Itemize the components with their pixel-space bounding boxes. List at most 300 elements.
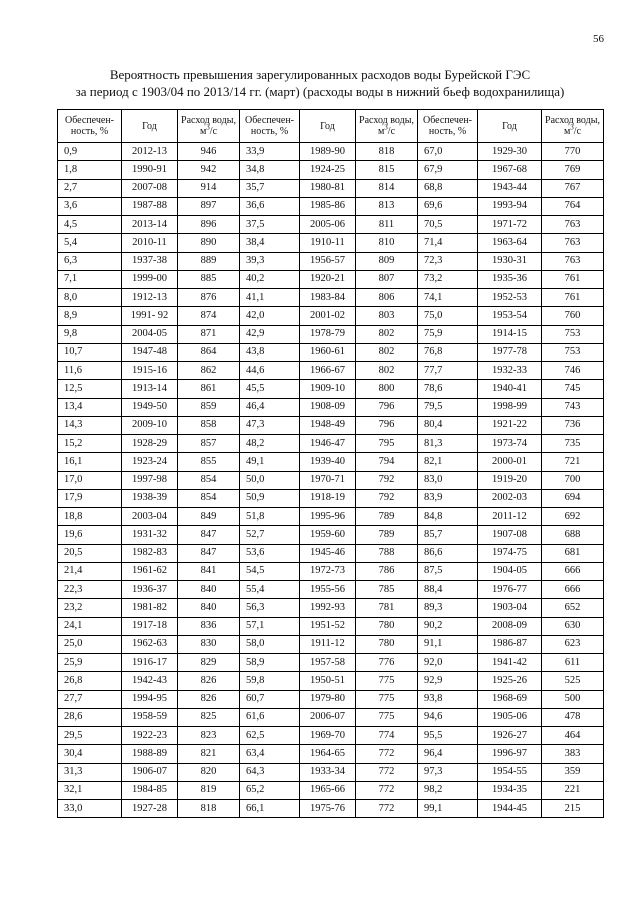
cell-probability: 91,1: [418, 635, 478, 653]
cell-year: 1933-34: [300, 763, 356, 781]
cell-year: 1972-73: [300, 562, 356, 580]
table-row: [58, 654, 604, 672]
cell-flow: 772: [356, 781, 418, 799]
cell-probability: 73,2: [418, 270, 478, 288]
cell-year: 1964-65: [300, 745, 356, 763]
cell-year: 1931-32: [122, 526, 178, 544]
header-probability: Обеспечен-ность, %: [240, 110, 300, 143]
document-title: [0, 66, 640, 100]
table-row: [58, 216, 604, 234]
cell-probability: 33,9: [240, 143, 300, 161]
cell-probability: 42,9: [240, 325, 300, 343]
table-row: [58, 544, 604, 562]
cell-probability: 3,6: [58, 197, 122, 215]
cell-probability: 85,7: [418, 526, 478, 544]
cell-flow: 221: [542, 781, 604, 799]
cell-year: 2000-01: [478, 453, 542, 471]
cell-year: 1979-80: [300, 690, 356, 708]
cell-year: 1957-58: [300, 654, 356, 672]
cell-probability: 67,9: [418, 161, 478, 179]
cell-flow: 770: [542, 143, 604, 161]
cell-probability: 2,7: [58, 179, 122, 197]
cell-flow: 841: [178, 562, 240, 580]
cell-probability: 31,3: [58, 763, 122, 781]
cell-probability: 58,0: [240, 635, 300, 653]
cell-year: 1910-11: [300, 234, 356, 252]
cell-flow: 942: [178, 161, 240, 179]
cell-year: 1935-36: [478, 270, 542, 288]
cell-year: 1969-70: [300, 727, 356, 745]
cell-year: 1913-14: [122, 380, 178, 398]
cell-flow: 876: [178, 289, 240, 307]
cell-flow: 818: [178, 800, 240, 818]
table-row: [58, 179, 604, 197]
cell-year: 1914-15: [478, 325, 542, 343]
cell-flow: 772: [356, 745, 418, 763]
cell-flow: 789: [356, 508, 418, 526]
cell-flow: 854: [178, 489, 240, 507]
cell-year: 2013-14: [122, 216, 178, 234]
cell-probability: 9,8: [58, 325, 122, 343]
cell-probability: 55,4: [240, 581, 300, 599]
cell-flow: 763: [542, 234, 604, 252]
cell-flow: 774: [356, 727, 418, 745]
cell-year: 1989-90: [300, 143, 356, 161]
cell-probability: 76,8: [418, 343, 478, 361]
cell-probability: 28,6: [58, 708, 122, 726]
cell-probability: 17,0: [58, 471, 122, 489]
cell-year: 1941-42: [478, 654, 542, 672]
cell-probability: 26,8: [58, 672, 122, 690]
cell-year: 1927-28: [122, 800, 178, 818]
cell-year: 1936-37: [122, 581, 178, 599]
cell-probability: 37,5: [240, 216, 300, 234]
table-row: [58, 690, 604, 708]
cell-year: 1986-87: [478, 635, 542, 653]
cell-probability: 89,3: [418, 599, 478, 617]
cell-year: 2011-12: [478, 508, 542, 526]
cell-flow: 761: [542, 270, 604, 288]
cell-probability: 41,1: [240, 289, 300, 307]
cell-flow: 688: [542, 526, 604, 544]
cell-probability: 17,9: [58, 489, 122, 507]
cell-flow: 767: [542, 179, 604, 197]
cell-year: 1977-78: [478, 343, 542, 361]
cell-flow: 785: [356, 581, 418, 599]
cell-probability: 12,5: [58, 380, 122, 398]
cell-year: 1920-21: [300, 270, 356, 288]
cell-probability: 8,9: [58, 307, 122, 325]
table-row: [58, 289, 604, 307]
cell-flow: 815: [356, 161, 418, 179]
cell-year: 1967-68: [478, 161, 542, 179]
cell-year: 1917-18: [122, 617, 178, 635]
cell-year: 1985-86: [300, 197, 356, 215]
cell-probability: 48,2: [240, 435, 300, 453]
cell-year: 1990-91: [122, 161, 178, 179]
cell-flow: 840: [178, 581, 240, 599]
cell-probability: 90,2: [418, 617, 478, 635]
cell-year: 2001-02: [300, 307, 356, 325]
table-row: [58, 270, 604, 288]
table-row: [58, 562, 604, 580]
cell-probability: 92,9: [418, 672, 478, 690]
cell-year: 1907-08: [478, 526, 542, 544]
cell-flow: 809: [356, 252, 418, 270]
cell-probability: 25,9: [58, 654, 122, 672]
header-probability: Обеспечен-ность, %: [58, 110, 122, 143]
cell-probability: 45,5: [240, 380, 300, 398]
cell-probability: 98,2: [418, 781, 478, 799]
cell-year: 1926-27: [478, 727, 542, 745]
cell-flow: 359: [542, 763, 604, 781]
table-row: [58, 143, 604, 161]
cell-year: 1996-97: [478, 745, 542, 763]
table-row: [58, 380, 604, 398]
cell-flow: 746: [542, 362, 604, 380]
cell-flow: 807: [356, 270, 418, 288]
cell-flow: 780: [356, 617, 418, 635]
cell-flow: 772: [356, 800, 418, 818]
cell-probability: 65,2: [240, 781, 300, 799]
cell-flow: 858: [178, 416, 240, 434]
cell-year: 1970-71: [300, 471, 356, 489]
cell-flow: 854: [178, 471, 240, 489]
cell-probability: 74,1: [418, 289, 478, 307]
cell-flow: 478: [542, 708, 604, 726]
header-year: Год: [478, 110, 542, 143]
cell-flow: 859: [178, 398, 240, 416]
cell-probability: 19,6: [58, 526, 122, 544]
cell-probability: 93,8: [418, 690, 478, 708]
cell-year: 1923-24: [122, 453, 178, 471]
cell-flow: 525: [542, 672, 604, 690]
cell-probability: 4,5: [58, 216, 122, 234]
cell-flow: 781: [356, 599, 418, 617]
table-row: [58, 197, 604, 215]
cell-year: 2002-03: [478, 489, 542, 507]
table-row: [58, 581, 604, 599]
cell-flow: 792: [356, 471, 418, 489]
cell-year: 1980-81: [300, 179, 356, 197]
table-row: [58, 307, 604, 325]
table-row: [58, 489, 604, 507]
cell-year: 2005-06: [300, 216, 356, 234]
cell-probability: 50,9: [240, 489, 300, 507]
cell-flow: 914: [178, 179, 240, 197]
cell-year: 1976-77: [478, 581, 542, 599]
cell-flow: 861: [178, 380, 240, 398]
cell-probability: 43,8: [240, 343, 300, 361]
cell-probability: 32,1: [58, 781, 122, 799]
cell-year: 1956-57: [300, 252, 356, 270]
cell-probability: 13,4: [58, 398, 122, 416]
cell-year: 1940-41: [478, 380, 542, 398]
cell-year: 2003-04: [122, 508, 178, 526]
title-line-2: за период с 1903/04 по 2013/14 гг. (март) (расходы воды в нижний бьеф водохранилища): [75, 84, 565, 99]
cell-probability: 34,8: [240, 161, 300, 179]
cell-probability: 83,0: [418, 471, 478, 489]
cell-year: 2004-05: [122, 325, 178, 343]
cell-flow: 794: [356, 453, 418, 471]
cell-flow: 796: [356, 398, 418, 416]
cell-flow: 825: [178, 708, 240, 726]
cell-year: 1928-29: [122, 435, 178, 453]
cell-year: 1952-53: [478, 289, 542, 307]
cell-year: 1948-49: [300, 416, 356, 434]
cell-year: 1938-39: [122, 489, 178, 507]
cell-flow: 847: [178, 526, 240, 544]
cell-probability: 18,8: [58, 508, 122, 526]
cell-year: 1946-47: [300, 435, 356, 453]
cell-year: 1939-40: [300, 453, 356, 471]
cell-probability: 53,6: [240, 544, 300, 562]
cell-year: 1937-38: [122, 252, 178, 270]
table-row: [58, 635, 604, 653]
header-flow: Расход воды, $м^3/с$: [542, 110, 604, 143]
cell-flow: 885: [178, 270, 240, 288]
cell-flow: 847: [178, 544, 240, 562]
cell-flow: 813: [356, 197, 418, 215]
table-row: [58, 435, 604, 453]
cell-probability: 88,4: [418, 581, 478, 599]
cell-probability: 94,6: [418, 708, 478, 726]
cell-flow: 745: [542, 380, 604, 398]
cell-flow: 769: [542, 161, 604, 179]
header-year: Год: [122, 110, 178, 143]
cell-probability: 6,3: [58, 252, 122, 270]
cell-probability: 86,6: [418, 544, 478, 562]
cell-probability: 33,0: [58, 800, 122, 818]
cell-year: 1993-94: [478, 197, 542, 215]
cell-probability: 81,3: [418, 435, 478, 453]
cell-flow: 775: [356, 690, 418, 708]
cell-year: 1915-16: [122, 362, 178, 380]
cell-flow: 764: [542, 197, 604, 215]
cell-probability: 87,5: [418, 562, 478, 580]
cell-year: 1908-09: [300, 398, 356, 416]
cell-flow: 736: [542, 416, 604, 434]
table-row: [58, 763, 604, 781]
cell-probability: 0,9: [58, 143, 122, 161]
cell-year: 1963-64: [478, 234, 542, 252]
cell-probability: 78,6: [418, 380, 478, 398]
cell-flow: 802: [356, 343, 418, 361]
header-flow: Расход воды, $м^3/с$: [356, 110, 418, 143]
cell-year: 1953-54: [478, 307, 542, 325]
cell-probability: 64,3: [240, 763, 300, 781]
cell-year: 2007-08: [122, 179, 178, 197]
table-row: [58, 708, 604, 726]
cell-probability: 72,3: [418, 252, 478, 270]
table-row: [58, 343, 604, 361]
cell-probability: 75,9: [418, 325, 478, 343]
cell-flow: 786: [356, 562, 418, 580]
cell-flow: 896: [178, 216, 240, 234]
cell-probability: 58,9: [240, 654, 300, 672]
cell-probability: 83,9: [418, 489, 478, 507]
cell-flow: 874: [178, 307, 240, 325]
cell-year: 1983-84: [300, 289, 356, 307]
cell-probability: 63,4: [240, 745, 300, 763]
cell-year: 1955-56: [300, 581, 356, 599]
table-row: [58, 672, 604, 690]
cell-year: 1909-10: [300, 380, 356, 398]
cell-flow: 215: [542, 800, 604, 818]
cell-year: 1942-43: [122, 672, 178, 690]
cell-probability: 71,4: [418, 234, 478, 252]
cell-flow: 818: [356, 143, 418, 161]
cell-year: 1971-72: [478, 216, 542, 234]
cell-year: 2010-11: [122, 234, 178, 252]
cell-year: 1944-45: [478, 800, 542, 818]
cell-flow: 855: [178, 453, 240, 471]
cell-probability: 38,4: [240, 234, 300, 252]
cell-probability: 35,7: [240, 179, 300, 197]
cell-year: 1965-66: [300, 781, 356, 799]
cell-probability: 77,7: [418, 362, 478, 380]
cell-probability: 60,7: [240, 690, 300, 708]
table-row: [58, 617, 604, 635]
cell-flow: 792: [356, 489, 418, 507]
cell-flow: 500: [542, 690, 604, 708]
cell-flow: 836: [178, 617, 240, 635]
cell-probability: 66,1: [240, 800, 300, 818]
cell-flow: 800: [356, 380, 418, 398]
cell-year: 1922-23: [122, 727, 178, 745]
cell-flow: 623: [542, 635, 604, 653]
cell-year: 1912-13: [122, 289, 178, 307]
table-header-row: [58, 110, 604, 143]
cell-year: 1903-04: [478, 599, 542, 617]
cell-year: 1968-69: [478, 690, 542, 708]
cell-probability: 29,5: [58, 727, 122, 745]
cell-probability: 92,0: [418, 654, 478, 672]
cell-flow: 823: [178, 727, 240, 745]
cell-probability: 52,7: [240, 526, 300, 544]
cell-year: 1947-48: [122, 343, 178, 361]
cell-flow: 806: [356, 289, 418, 307]
table-row: [58, 234, 604, 252]
cell-flow: 821: [178, 745, 240, 763]
table-row: [58, 416, 604, 434]
header-probability: Обеспечен-ность, %: [418, 110, 478, 143]
cell-probability: 59,8: [240, 672, 300, 690]
cell-year: 2012-13: [122, 143, 178, 161]
table-row: [58, 800, 604, 818]
cell-probability: 70,5: [418, 216, 478, 234]
cell-year: 1932-33: [478, 362, 542, 380]
cell-flow: 464: [542, 727, 604, 745]
cell-year: 1960-61: [300, 343, 356, 361]
cell-flow: 700: [542, 471, 604, 489]
cell-flow: 383: [542, 745, 604, 763]
cell-flow: 652: [542, 599, 604, 617]
cell-flow: 761: [542, 289, 604, 307]
cell-flow: 857: [178, 435, 240, 453]
cell-year: 1949-50: [122, 398, 178, 416]
cell-flow: 862: [178, 362, 240, 380]
cell-flow: 775: [356, 708, 418, 726]
cell-probability: 23,2: [58, 599, 122, 617]
cell-probability: 36,6: [240, 197, 300, 215]
page-number: 56: [593, 33, 604, 45]
table-row: [58, 508, 604, 526]
cell-probability: 96,4: [418, 745, 478, 763]
cell-probability: 14,3: [58, 416, 122, 434]
cell-year: 1959-60: [300, 526, 356, 544]
cell-probability: 62,5: [240, 727, 300, 745]
cell-flow: 760: [542, 307, 604, 325]
cell-year: 1945-46: [300, 544, 356, 562]
cell-flow: 753: [542, 343, 604, 361]
cell-year: 1992-93: [300, 599, 356, 617]
cell-probability: 80,4: [418, 416, 478, 434]
cell-year: 1921-22: [478, 416, 542, 434]
cell-year: 2009-10: [122, 416, 178, 434]
cell-year: 1991- 92: [122, 307, 178, 325]
table-row: [58, 398, 604, 416]
cell-probability: 39,3: [240, 252, 300, 270]
cell-probability: 82,1: [418, 453, 478, 471]
table-body: [58, 143, 604, 818]
cell-flow: 814: [356, 179, 418, 197]
cell-probability: 79,5: [418, 398, 478, 416]
cell-probability: 5,4: [58, 234, 122, 252]
cell-probability: 56,3: [240, 599, 300, 617]
cell-flow: 802: [356, 362, 418, 380]
cell-flow: 946: [178, 143, 240, 161]
cell-probability: 8,0: [58, 289, 122, 307]
cell-flow: 810: [356, 234, 418, 252]
cell-flow: 890: [178, 234, 240, 252]
cell-flow: 889: [178, 252, 240, 270]
cell-flow: 795: [356, 435, 418, 453]
cell-probability: 15,2: [58, 435, 122, 453]
cell-probability: 97,3: [418, 763, 478, 781]
cell-probability: 22,3: [58, 581, 122, 599]
cell-year: 1954-55: [478, 763, 542, 781]
cell-probability: 50,0: [240, 471, 300, 489]
cell-probability: 84,8: [418, 508, 478, 526]
cell-probability: 67,0: [418, 143, 478, 161]
cell-probability: 20,5: [58, 544, 122, 562]
cell-year: 1906-07: [122, 763, 178, 781]
cell-year: 1961-62: [122, 562, 178, 580]
cell-probability: 47,3: [240, 416, 300, 434]
cell-probability: 24,1: [58, 617, 122, 635]
cell-year: 1924-25: [300, 161, 356, 179]
cell-flow: 721: [542, 453, 604, 471]
cell-flow: 776: [356, 654, 418, 672]
cell-year: 1951-52: [300, 617, 356, 635]
cell-flow: 803: [356, 307, 418, 325]
table-row: [58, 453, 604, 471]
cell-flow: 692: [542, 508, 604, 526]
cell-flow: 820: [178, 763, 240, 781]
cell-flow: 802: [356, 325, 418, 343]
cell-year: 1911-12: [300, 635, 356, 653]
cell-probability: 51,8: [240, 508, 300, 526]
cell-year: 1950-51: [300, 672, 356, 690]
cell-flow: 666: [542, 581, 604, 599]
cell-flow: 735: [542, 435, 604, 453]
cell-year: 1919-20: [478, 471, 542, 489]
cell-probability: 25,0: [58, 635, 122, 653]
cell-flow: 826: [178, 672, 240, 690]
cell-flow: 829: [178, 654, 240, 672]
cell-year: 1974-75: [478, 544, 542, 562]
